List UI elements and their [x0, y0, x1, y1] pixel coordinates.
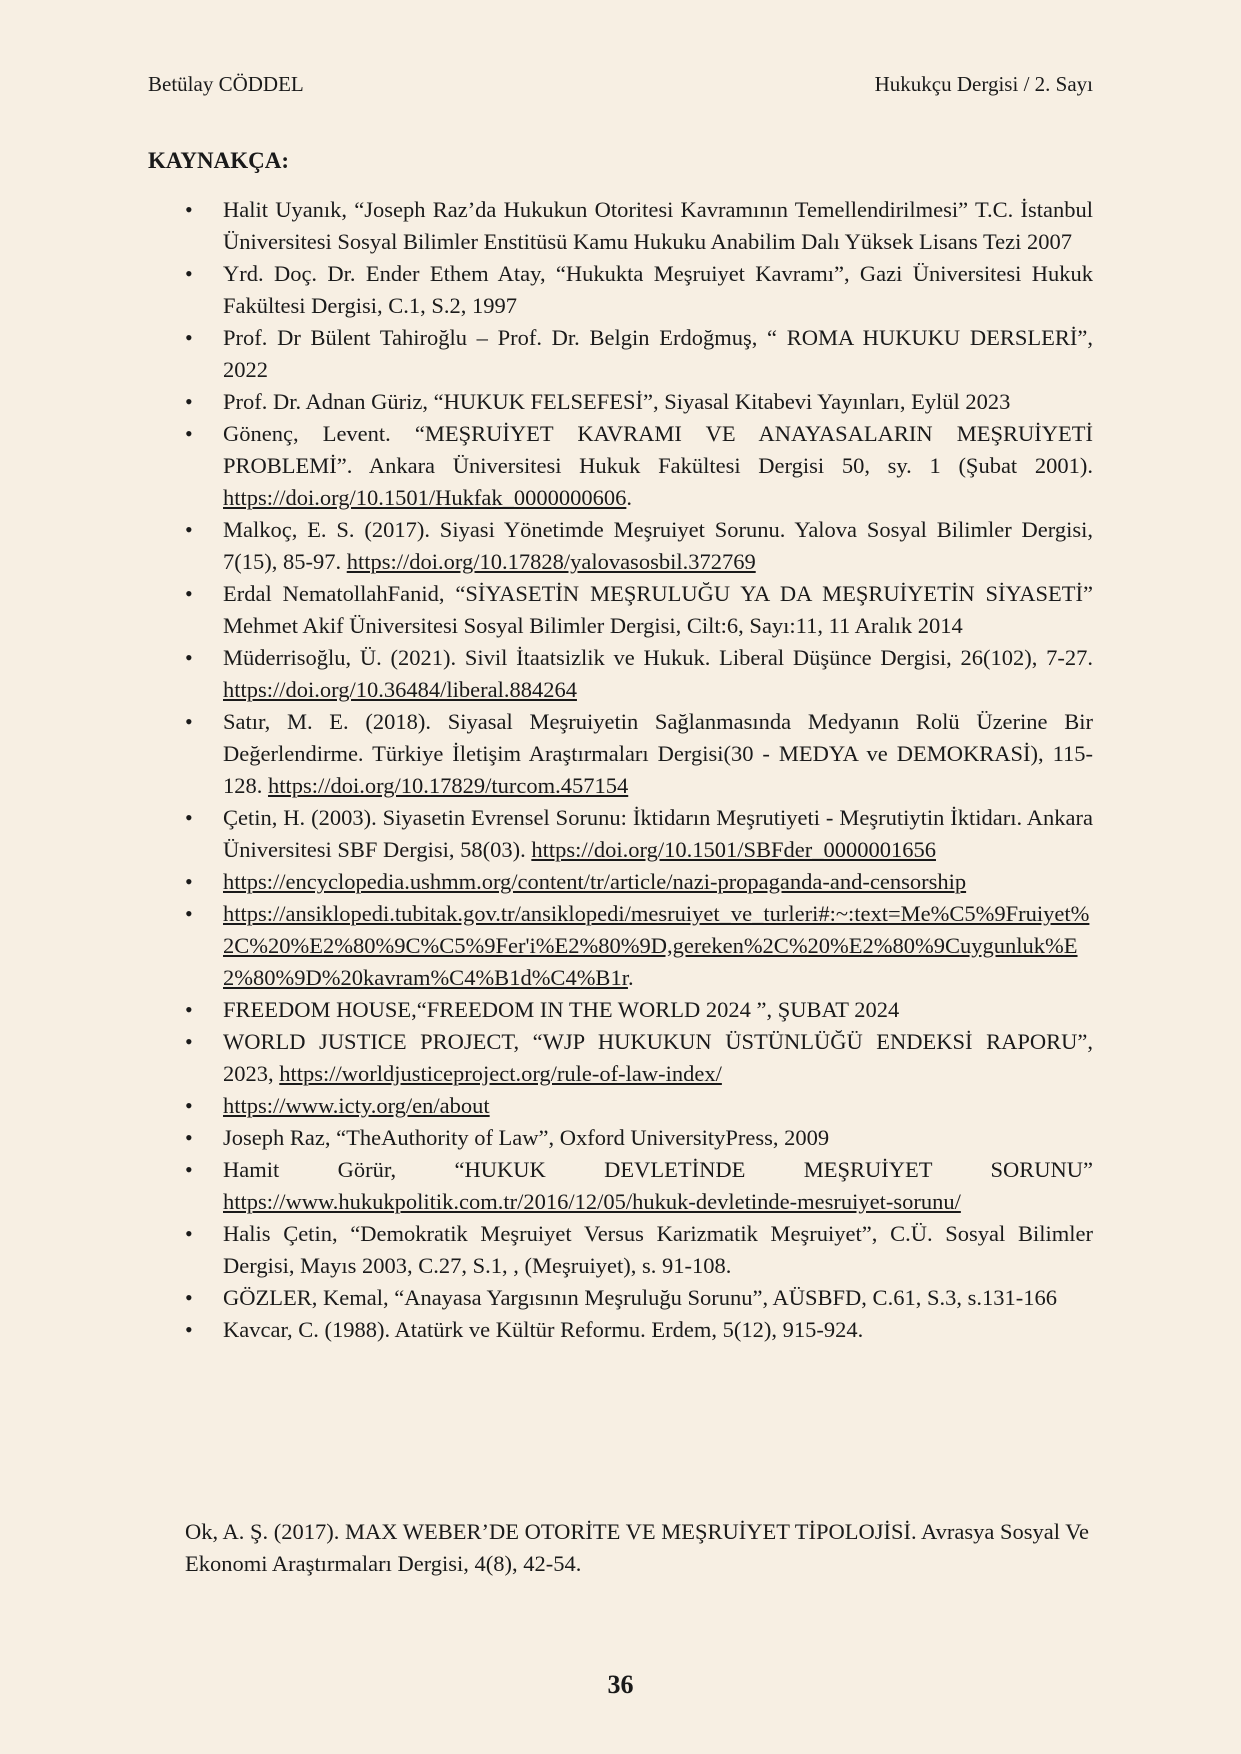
- reference-text: Halis Çetin, “Demokratik Meşruiyet Versus Karizmatik Meşruiyet”, C.Ü. Sosyal Bilimler Dergisi, Mayıs 2003, C.27, S.1, , (Meşruiyet), s. 91-108.: [223, 1221, 1093, 1278]
- reference-link[interactable]: https://doi.org/10.17829/turcom.457154: [268, 773, 629, 798]
- reference-text: Müderrisoğlu, Ü. (2021). Sivil İtaatsizlik ve Hukuk. Liberal Düşünce Dergisi, 26(102), 7-27.: [223, 645, 1093, 670]
- reference-item: [185, 1122, 1093, 1154]
- reference-link[interactable]: https://www.hukukpolitik.com.tr/2016/12/05/hukuk-devletinde-mesruiyet-sorunu/: [223, 1189, 961, 1214]
- reference-item: [185, 994, 1093, 1026]
- reference-item: [185, 706, 1093, 802]
- reference-text: Malkoç, E. S. (2017). Siyasi Yönetimde Meşruiyet Sorunu. Yalova Sosyal Bilimler Dergisi, 7(15), 85-97.: [223, 517, 1093, 574]
- reference-text: Gönenç, Levent. “MEŞRUİYET KAVRAMI VE ANAYASALARIN MEŞRUİYETİ PROBLEMİ”. Ankara Üniversitesi Hukuk Fakültesi Dergisi 50, sy. 1 (Şubat 2001).: [223, 421, 1093, 478]
- reference-item: [185, 514, 1093, 578]
- reference-item: [185, 418, 1093, 514]
- reference-item: [185, 1090, 1093, 1122]
- page-number: 36: [607, 1670, 634, 1699]
- reference-link[interactable]: https://ansiklopedi.tubitak.gov.tr/ansiklopedi/mesruiyet_ve_turleri#:~:text=Me%C5%9Fruiyet%2C%20%E2%80%9C%C5%9Fer'i%E2%80%9D,gereken%2C%20%E2%80%9Cuygunluk%E2%80%9D%20kavram%C4%B1d%C4%B1r: [223, 901, 1090, 990]
- reference-text: Yrd. Doç. Dr. Ender Ethem Atay, “Hukukta Meşruiyet Kavramı”, Gazi Üniversitesi Hukuk Fakültesi Dergisi, C.1, S.2, 1997: [223, 261, 1093, 318]
- reference-item: [185, 1218, 1093, 1282]
- reference-link[interactable]: https://doi.org/10.1501/Hukfak_0000000606: [223, 485, 627, 510]
- reference-text: GÖZLER, Kemal, “Anayasa Yargısının Meşruluğu Sorunu”, AÜSBFD, C.61, S.3, s.131-166: [223, 1285, 1057, 1310]
- reference-text: Erdal NematollahFanid, “SİYASETİN MEŞRULUĞU YA DA MEŞRUİYETİN SİYASETİ” Mehmet Akif Üniversitesi Sosyal Bilimler Dergisi, Cilt:6, Sayı:11, 11 Aralık 2014: [223, 581, 1093, 638]
- reference-link[interactable]: https://encyclopedia.ushmm.org/content/tr/article/nazi-propaganda-and-censorship: [223, 869, 967, 894]
- reference-item: [185, 1154, 1093, 1218]
- reference-item: [185, 322, 1093, 386]
- reference-item: [185, 802, 1093, 866]
- reference-item: [185, 898, 1093, 994]
- reference-link[interactable]: https://doi.org/10.17828/yalovasosbil.372769: [346, 549, 756, 574]
- reference-link[interactable]: https://doi.org/10.1501/SBFder_0000001656: [531, 837, 936, 862]
- reference-text-after: .: [626, 485, 632, 510]
- header-journal: Hukukçu Dergisi / 2. Sayı: [874, 72, 1093, 96]
- bibliography-heading: KAYNAKÇA:: [148, 148, 289, 173]
- reference-item: [185, 258, 1093, 322]
- reference-text: WORLD JUSTICE PROJECT, “WJP HUKUKUN ÜSTÜNLÜĞÜ ENDEKSİ RAPORU”, 2023,: [223, 1029, 1093, 1086]
- reference-item: [185, 1282, 1093, 1314]
- reference-text: Prof. Dr. Adnan Güriz, “HUKUK FELSEFESİ”, Siyasal Kitabevi Yayınları, Eylül 2023: [223, 389, 1011, 414]
- header-author: Betülay CÖDDEL: [148, 72, 304, 96]
- reference-text-after: .: [627, 965, 634, 990]
- reference-item: [185, 386, 1093, 418]
- reference-text: FREEDOM HOUSE,“FREEDOM IN THE WORLD 2024 ”, ŞUBAT 2024: [223, 997, 900, 1022]
- reference-item: [185, 1314, 1093, 1346]
- reference-text: Joseph Raz, “TheAuthority of Law”, Oxford UniversityPress, 2009: [223, 1125, 830, 1150]
- reference-text: Hamit Görür, “HUKUK DEVLETİNDE MEŞRUİYET SORUNU”: [223, 1157, 1093, 1182]
- reference-link[interactable]: https://doi.org/10.36484/liberal.884264: [223, 677, 577, 702]
- reference-item: [185, 642, 1093, 706]
- reference-text: Satır, M. E. (2018). Siyasal Meşruiyetin Sağlanmasında Medyanın Rolü Üzerine Bir Değerlendirme. Türkiye İletişim Araştırmaları Dergisi(30 - MEDYA ve DEMOKRASİ), 115-128.: [223, 709, 1093, 798]
- reference-text: Halit Uyanık, “Joseph Raz’da Hukukun Otoritesi Kavramının Temellendirilmesi” T.C. İstanbul Üniversitesi Sosyal Bilimler Enstitüsü Kamu Hukuku Anabilim Dalı Yüksek Lisans Tezi 2007: [223, 197, 1093, 254]
- reference-item: [185, 1026, 1093, 1090]
- reference-text: Prof. Dr Bülent Tahiroğlu – Prof. Dr. Belgin Erdoğmuş, “ ROMA HUKUKU DERSLERİ”, 2022: [223, 325, 1093, 382]
- trailing-reference: Ok, A. Ş. (2017). MAX WEBER’DE OTORİTE VE MEŞRUİYET TİPOLOJİSİ. Avrasya Sosyal Ve Ekonomi Araştırmaları Dergisi, 4(8), 42-54.: [185, 1519, 1089, 1576]
- reference-link[interactable]: https://worldjusticeproject.org/rule-of-law-index/: [279, 1061, 722, 1086]
- reference-item: [185, 866, 1093, 898]
- reference-text: Çetin, H. (2003). Siyasetin Evrensel Sorunu: İktidarın Meşrutiyeti - Meşrutiytin İktidarı. Ankara Üniversitesi SBF Dergisi, 58(03).: [223, 805, 1093, 862]
- reference-item: [185, 578, 1093, 642]
- reference-item: [185, 194, 1093, 258]
- reference-text: Kavcar, C. (1988). Atatürk ve Kültür Reformu. Erdem, 5(12), 915-924.: [223, 1317, 864, 1342]
- reference-link[interactable]: https://www.icty.org/en/about: [223, 1093, 490, 1118]
- reference-list: [185, 194, 1093, 1346]
